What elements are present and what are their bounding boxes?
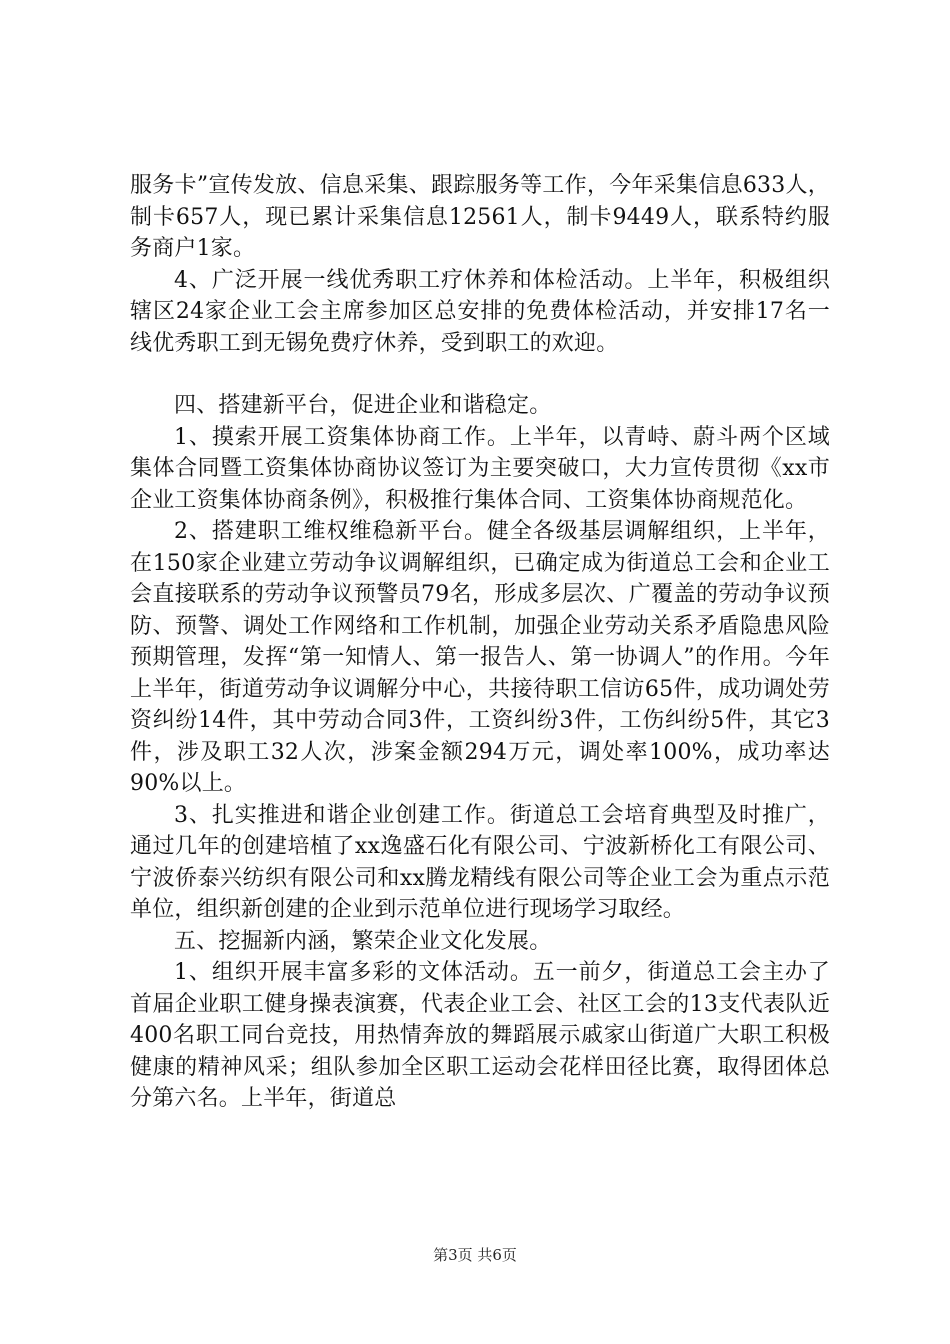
paragraph-continuation: 服务卡”宣传发放、信息采集、跟踪服务等工作，今年采集信息633人，制卡657人，现已累计采集信息12561人，制卡9449人，联系特约服务商户1家。 (130, 173, 830, 261)
paragraph-item-3-harmonious-enterprise: 3、扎实推进和谐企业创建工作。街道总工会培育典型及时推广，通过几年的创建培植了xx逸盛石化有限公司、宁波新桥化工有限公司、宁波侨泰兴纺织有限公司和xx腾龙精线有限公司等企业工会为重点示范单位，组织新创建的企业到示范单位进行现场学习取经。 (130, 802, 830, 922)
section-heading-4: 四、搭建新平台，促进企业和谐稳定。 (174, 393, 552, 418)
paragraph-item-1-wage-negotiation: 1、摸索开展工资集体协商工作。上半年，以青峙、蔚斗两个区域集体合同暨工资集体协商协议签订为主要突破口，大力宣传贯彻《xx市企业工资集体协商条例》，积极推行集体合同、工资集体协商规范化。 (130, 424, 830, 513)
paragraph-item-1-cultural-activities: 1、组织开展丰富多彩的文体活动。五一前夕，街道总工会主办了首届企业职工健身操表演赛，代表企业工会、社区工会的13支代表队近400名职工同台竞技，用热情奔放的舞蹈展示戚家山街道广大职工积极健康的精神风采；组队参加全区职工运动会花样田径比赛，取得团体总分第六名。上半年，街道总 (130, 960, 830, 1111)
section-heading-5: 五、挖掘新内涵，繁荣企业文化发展。 (174, 928, 552, 954)
paragraph-item-4-recuperation: 4、广泛开展一线优秀职工疗休养和体检活动。上半年，积极组织辖区24家企业工会主席参加区总安排的免费体检活动，并安排17名一线优秀职工到无锡免费疗休养，受到职工的欢迎。 (130, 267, 830, 356)
paragraph-item-2-rights-platform: 2、搭建职工维权维稳新平台。健全各级基层调解组织，上半年，在150家企业建立劳动争议调解组织，已确定成为街道总工会和企业工会直接联系的劳动争议预警员79名，形成多层次、广覆盖的劳动争议预防、预警、调处工作网络和工作机制，加强企业劳动关系矛盾隐患风险预期管理，发挥“第一知情人、第一报告人、第一协调人”的作用。今年上半年，街道劳动争议调解分中心，共接待职工信访65件，成功调处劳资纠纷14件，其中劳动合同3件，工资纠纷3件，工伤纠纷5件，其它3件，涉及职工32人次，涉案金额294万元，调处率100%，成功率达90%以上。 (130, 519, 830, 796)
page-footer: 第3页 共6页 (433, 1246, 517, 1264)
document-body (130, 170, 830, 1115)
